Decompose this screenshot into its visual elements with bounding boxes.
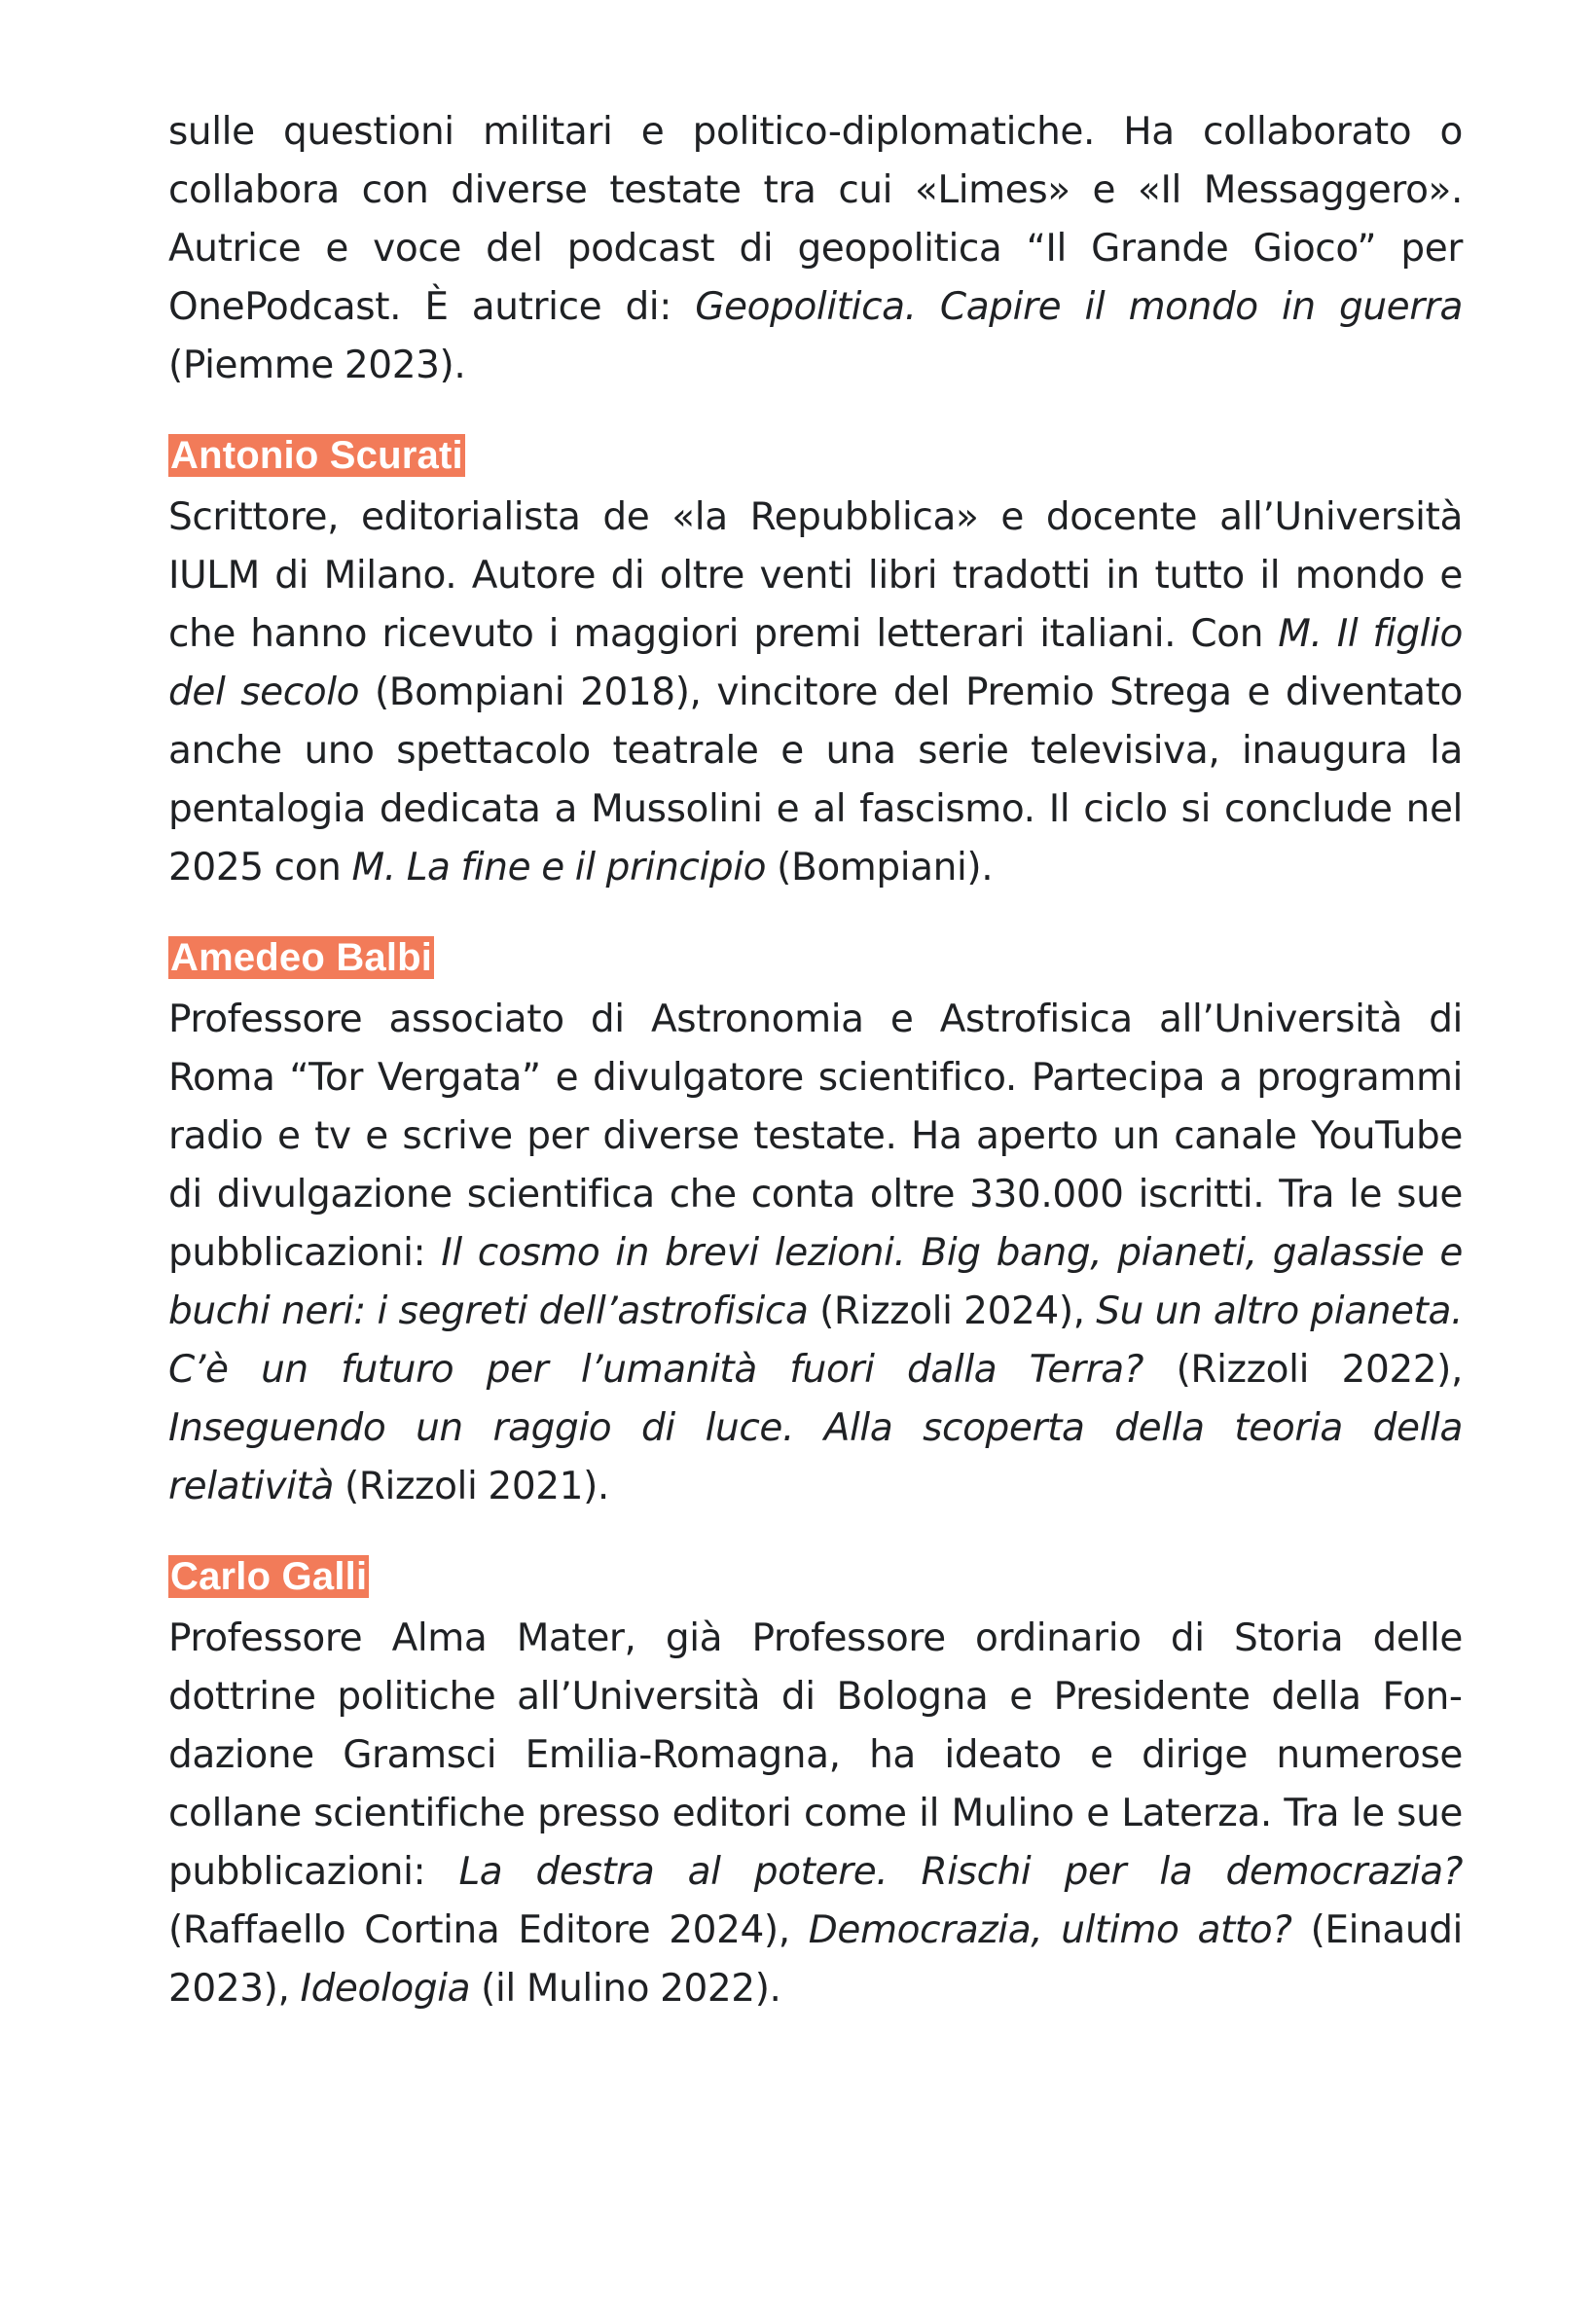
book-title: Democrazia, ultimo atto? — [808, 1908, 1292, 1952]
section-amedeo-balbi — [168, 936, 1463, 1516]
text-run: Professore Alma Mater, già Professore ordinario di Storia delle dottrine politiche all’Università di Bologna e Presidente della Fondazione Gramsci Emilia-Romagna, ha ideato e dirige numerose collane scientifiche presso editori come il Mulino e Laterza. Tra le sue pubblicazioni: — [168, 1616, 1463, 1894]
bio-paragraph — [168, 1610, 1463, 2018]
book-title: Geopolitica. Capire il mondo in guerra — [695, 285, 1463, 329]
text-run: sulle questioni militari e politico-diplomatiche. Ha collaborato o collabora con diverse testate tra cui «Limes» e «Il Messaggero». Autrice e voce del podcast di geopolitica “Il Grande Gioco” per OnePodcast. È autrice di: — [168, 110, 1463, 329]
book-title: La destra al potere. Rischi per la democrazia? — [458, 1850, 1463, 1894]
bio-paragraph — [168, 991, 1463, 1516]
section-heading: Carlo Galli — [170, 1555, 368, 1598]
intro-paragraph — [168, 103, 1463, 395]
section-antonio-scurati — [168, 434, 1463, 897]
text-run: (Piemme 2023). — [168, 344, 466, 387]
section-carlo-galli — [168, 1555, 1463, 2018]
book-title: M. La fine e il principio — [351, 846, 767, 889]
text-run: (Einaudi 2023), — [168, 1908, 1463, 2011]
section-heading: Amedeo Balbi — [170, 936, 433, 979]
text-run: (Raffaello Cortina Editore 2024), — [168, 1908, 809, 1952]
text-run: (Bompiani). — [766, 846, 994, 889]
book-title: Il cosmo in brevi lezioni. Big bang, pianeti, galassie e buchi neri: i segreti dell’astrofisica — [168, 1231, 1463, 1333]
book-title: Ideologia — [300, 1967, 471, 2011]
section-heading-wrap — [168, 1555, 1463, 1610]
text-run: (Rizzoli 2024), — [808, 1289, 1097, 1333]
text-run: (Bompiani 2018), vincitore del Premio Strega e diventato anche uno spettacolo teatrale e una serie televisiva, inaugura la pentalogia dedicata a Mussolini e al fascismo. Il ciclo si conclude nel 2025 con — [168, 671, 1464, 889]
bio-paragraph — [168, 489, 1463, 897]
book-title: Su un altro pianeta. C’è un futuro per l’umanità fuori dalla Terra? — [168, 1289, 1464, 1392]
text-run: (il Mulino 2022). — [470, 1967, 781, 2011]
text-run: Scrittore, editorialista de «la Repubblica» e docente all’Università IULM di Milano. Autore di oltre venti libri tradotti in tutto il mondo e che hanno ricevuto i maggiori premi letterari italiani. Con — [168, 495, 1463, 656]
text-run: Professore associato di Astronomia e Astrofisica all’Università di Roma “Tor Vergata” e divulgatore scientifico. Partecipa a programmi radio e tv e scrive per diverse testate. Ha aperto un canale YouTube di divulgazione scientifica che conta oltre 330.000 iscritti. Tra le sue pubblicazioni: — [168, 998, 1463, 1275]
document-page — [168, 103, 1463, 2018]
book-title: Inseguendo un raggio di luce. Alla scoperta della teoria della relatività — [168, 1406, 1463, 1508]
book-title: M. Il figlio del secolo — [168, 612, 1463, 714]
section-heading: Antonio Scurati — [170, 434, 463, 477]
section-heading-wrap — [168, 434, 1463, 489]
text-run: (Rizzoli 2022), — [1143, 1348, 1463, 1392]
text-run: (Rizzoli 2021). — [334, 1465, 609, 1508]
section-heading-wrap — [168, 936, 1463, 991]
